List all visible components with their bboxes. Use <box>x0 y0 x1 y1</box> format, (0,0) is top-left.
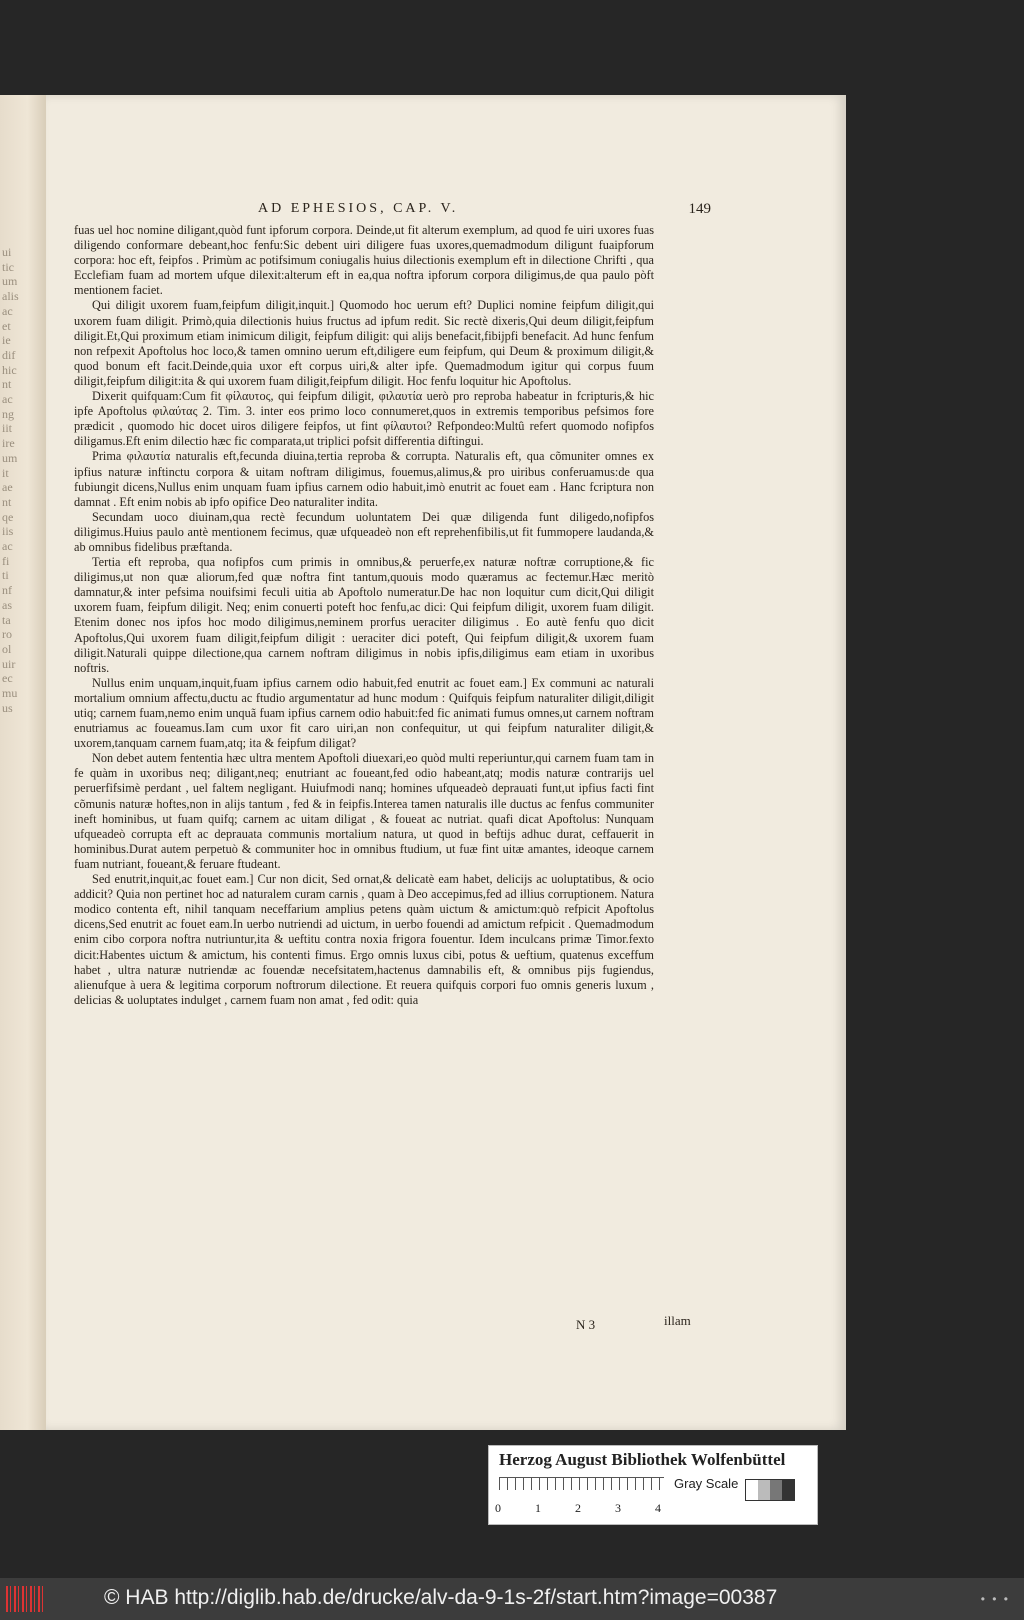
paragraph: Sed enutrit,inquit,ac fouet eam.] Cur non dicit, Sed ornat,& delicatè eam habet, delicijs ac uoluptatibus, & ocio addicit? Quia non pertinet hoc ad naturalem curam carnis , quam à Deo accepimus,fed ad illius corruptionem. Natura modico contenta eft, nihil tanquam neceffarium amplius petens quàm uictum & amictum:quò refpicit Apoftolus dicens,Sed enutrit ac fouet eam.In uerbo nutriendi ad uictum, in uerbo fouendi ad amictum refpicit . Quemadmodum enim cibo corpora noftra nutriuntur,ita & ueftitu contra noxia frigora fouentur. Idem inculcans primæ Timor.fexto dicit:Habentes uictum & amictum, his contenti fimus. Ergo omnis luxus cibi, potus & ueftium, quatenus exceffum habet , ultra naturæ nutriendæ ac fouendæ necefsitatem,hactenus damnabilis eft, & omnibus pijs fugiendus, alienufque à uera & legitima corporum noftrorum dilectione. Et reuera quifquis corpori fuo omnis generis luxum , delicias & uoluptates indulget , carnem fuam non amat , fed odit: quia <box>74 872 654 1007</box>
gray-swatch-cell <box>746 1480 758 1500</box>
ruler-label: 0 <box>495 1501 501 1515</box>
catchword: illam <box>664 1313 691 1328</box>
facing-page-fragment: uir <box>2 656 16 671</box>
facing-page-fragment: us <box>2 700 13 715</box>
facing-page-fragment: fi <box>2 553 10 568</box>
ruler-label: 1 <box>535 1501 541 1515</box>
facing-page-fragment: ti <box>2 568 9 583</box>
gray-swatch-cell <box>758 1480 770 1500</box>
facing-page-fragment: qe <box>2 509 14 524</box>
ruler-label: 2 <box>575 1501 581 1515</box>
page-footer <box>576 1313 696 1335</box>
facing-page-fragment: ec <box>2 671 13 686</box>
facing-page-fragment: ro <box>2 627 12 642</box>
running-title: AD EPHESIOS, CAP. V. <box>258 201 459 216</box>
facing-page-fragment: ire <box>2 436 15 451</box>
page-header <box>211 201 711 223</box>
page-number: 149 <box>688 201 711 217</box>
facing-page-fragment: ui <box>2 245 12 259</box>
signature-mark: N 3 <box>576 1317 596 1332</box>
scale-ruler <box>499 1477 664 1500</box>
facing-page-fragment: nf <box>2 583 12 598</box>
ruler-label: 4 <box>655 1501 661 1515</box>
facing-page-fragment: it <box>2 465 9 480</box>
gray-swatch-cell <box>770 1480 782 1500</box>
facing-page-fragment: iit <box>2 421 13 436</box>
facing-page-fragment: ie <box>2 333 11 348</box>
paragraph: Secundam uoco diuinam,qua rectè fecundum uoluntatem Dei quæ diligenda funt diligedo,nofipfos diligimus.Huius paulo antè mentionem fecimus, quæ ufqueadeò non eft reprehenfibilis,ut fit fummopere laudanda,& ab omnibus fidelibus præftanda. <box>74 509 654 554</box>
paragraph: Nullus enim unquam,inquit,fuam ipfius carnem odio habuit,fed enutrit ac fouet eam.] Ex communi ac naturali mortalium omnium affectu,ductu ac ftudio argumentatur ad hunc modum : Quifquis feipfum naturaliter diligit,diligit utiq; carnem fuam,nemo enim unquã fuam ipfius carnem odio habuit:fed fic animati fumus omnes,ut carnem noftram enutriamus ac foueamus.Iam cum uxor fit caro uiri,an non confequitur, ut qui feipfum naturaliter diligit,& uxorem,tanquam carnem fuam,atq; ita & feipfum diligat? <box>74 675 654 751</box>
library-name: Herzog August Bibliothek Wolfenbüttel <box>499 1450 786 1469</box>
facing-page-fragments <box>2 245 42 1145</box>
hab-logo-icon <box>6 1586 44 1612</box>
facing-page-edge <box>0 95 46 1430</box>
facing-page-fragment: iis <box>2 524 14 539</box>
facing-page-fragment: um <box>2 450 18 465</box>
paragraph: Prima φιλαυτία naturalis eft,fecunda diuina,tertia reproba & corrupta. Naturalis eft, qua cõmuniter omnes ex ipfius naturæ inftinctu corpora & uitam noftram diligimus, fouemus,alimus,& pro uiribus conferuamus:de qua fubiungit dicens,Nullus enim unquam fuam ipfius carnem odio habuit,imò enutrit ac fouet eam . Hanc fcriptura non damnat . Eft enim nobis ab ipfo opifice Deo naturaliter indita. <box>74 449 654 509</box>
paragraph: fuas uel hoc nomine diligant,quòd funt ipforum corpora. Deinde,ut fit alterum exemplum, ad quod fe uiri uxores fuas diligendo conformare debeant,hoc fenfu:Sic debent uiri diligere fuas uxores,quemadmodum diligunt fuaipforum corpora: hoc eft, feipfos . Primùm ac potifsimum coniugalis huius dilectionis exemplum eft in dilectione Chrifti , qua Ecclefiam fuam ad mortem ufque dilexit:alterum eft in ea,qua noftra ipforum corpora diligimus,de qua paulo pòft mentionem faciet. <box>74 223 654 298</box>
facing-page-fragment: alis <box>2 289 19 304</box>
facing-page-fragment: et <box>2 318 11 333</box>
facing-page-fragment: ac <box>2 303 13 318</box>
facing-page-fragment: ae <box>2 480 13 495</box>
paragraph: Tertia eft reproba, qua nofipfos cum primis in omnibus,& peruerfe,ex naturæ noftræ corruptione,& fic diligimus,ut non quæ aliorum,fed quæ noftra fint tantum,quouis modo quæramus ac fectemur.Hæc meritò damnatur,& inter pefsima nouifsimi feculi uitia ab Apoftolo numeratur.De hac non loquitur cum dicit,Qui diligit uxorem fuam, feipfum diligit. Neq; enim conuerti poteft hoc fenfu,ac dici: Qui feipfum diligit, uxorem fuam diligit. Etenim donec nos ipfos hoc modo diligimus,neminem prorfus ueraciter diligimus . Eo autè fenfu quo dicit Apoftolus,Qui uxorem fuam diligit,feipfum diligit : ueraciter dici poteft, Qui feipfum diligit,& uxorem fuam diligit.Naturali quippe dilectione,qua carnem noftram diligimus in nobis ipfis,diligimus eam etiam in uxoribus noftris. <box>74 555 654 675</box>
facing-page-fragment: as <box>2 597 12 612</box>
facing-page-fragment: tic <box>2 259 14 274</box>
ruler-label: 3 <box>615 1501 621 1515</box>
status-bar <box>0 1578 1024 1620</box>
facing-page-fragment: ac <box>2 539 13 554</box>
facing-page-fragment: nt <box>2 494 12 509</box>
facing-page-fragment: hic <box>2 362 17 377</box>
facing-page-fragment: nt <box>2 377 12 392</box>
paragraph: Non debet autem fententia hæc ultra mentem Apoftoli diuexari,eo quòd multi reperiuntur,qui carnem fuam tam in fe quàm in uxoribus neq; diligant,neq; enutriant ac foueant,fed odio habeant,atq; modis naturæ contrarijs uel peruerfifsimè perdant , uel faltem negligant. Huiufmodi nanq; homines ufqueadeò deprauati funt,ut ipfius facti fint cõmunis naturæ hoftes,non in alijs tantum , fed & in feipfis.Interea tamen naturalis ille ductus ac fenfus communiter ineft hominibus, ut fuam quifq; carnem ac uitam diligat , & foueat ac nutriat. quafi dicat Apoftolus: Nunquam ufqueadeò corrupta eft ac deprauata communis mortalium natura, ut quod in beftijs adhuc durat, ceffauerit in hominibus.Durat autem perpetuò & communiter hoc in omnibus ftudium, ut fuæ fint uitæ amantes, ideoque carnem fuam nutriant, foueant,& feruare ftudeant. <box>74 751 654 871</box>
more-dots-icon[interactable]: • • • <box>980 1592 1010 1606</box>
facing-page-fragment: mu <box>2 686 18 701</box>
facing-page-fragment: um <box>2 274 18 289</box>
facing-page-fragment: ol <box>2 641 12 656</box>
facing-page-fragment: ac <box>2 392 13 407</box>
paragraph: Dixerit quifquam:Cum fit φίλαυτος, qui feipfum diligit, φιλαυτία uerò pro reproba habeatur in fcripturis,& hic ipfe Apoftolus φιλαύτας 2. Tim. 3. inter eos primo loco connumeret,quos in extremis temporibus pefsimos fore prædicit , quomodo hic docet uiros diligere feipfos, ut fint φίλαυτοι? Refpondeo:Multû refert quomodo nofipfos diligamus.Eft enim dilectio hæc fic comparata,ut triplici pofsit differentia diftingui. <box>74 389 654 449</box>
gray-scale-swatch <box>745 1479 795 1501</box>
library-color-card <box>488 1445 818 1525</box>
gray-swatch-cell <box>782 1480 794 1500</box>
facing-page-fragment: dif <box>2 347 16 362</box>
facing-page-fragment: ta <box>2 612 11 627</box>
book-page <box>46 95 846 1430</box>
gray-scale-label: Gray Scale <box>674 1476 739 1491</box>
body-text <box>74 223 654 1008</box>
copyright-url[interactable]: © HAB http://diglib.hab.de/drucke/alv-da-9-1s-2f/start.htm?image=00387 <box>104 1586 778 1609</box>
paragraph: Qui diligit uxorem fuam,feipfum diligit,inquit.] Quomodo hoc uerum eft? Duplici nomine feipfum diligit,qui uxorem fuam diligit. Primò,quia dilectionis huius fructus ad ipfum redit. Sic rectè dixeris,Qui deum diligit,feipfum diligit.Et,Qui proximum etiam inimicum diligit, feipfum diligit: qui alijs benefacit,fibijpfi benefacit. Ad hunc fenfum non refpexit Apoftolus hoc loco,& tamen omnino uerum eft,diligere eum feipfum, qui Deum & proximum diligit,& quod bonum eft facit.Deinde,quia uxor eft corpus uiri,& alter ipfe. Quemadmodum igitur qui corpus fuum diligit,feipfum diligit:ita & qui uxorem fuam diligit,feipfum diligit. Hoc fenfu loquitur hic Apoftolus. <box>74 298 654 388</box>
facing-page-fragment: ng <box>2 406 14 421</box>
